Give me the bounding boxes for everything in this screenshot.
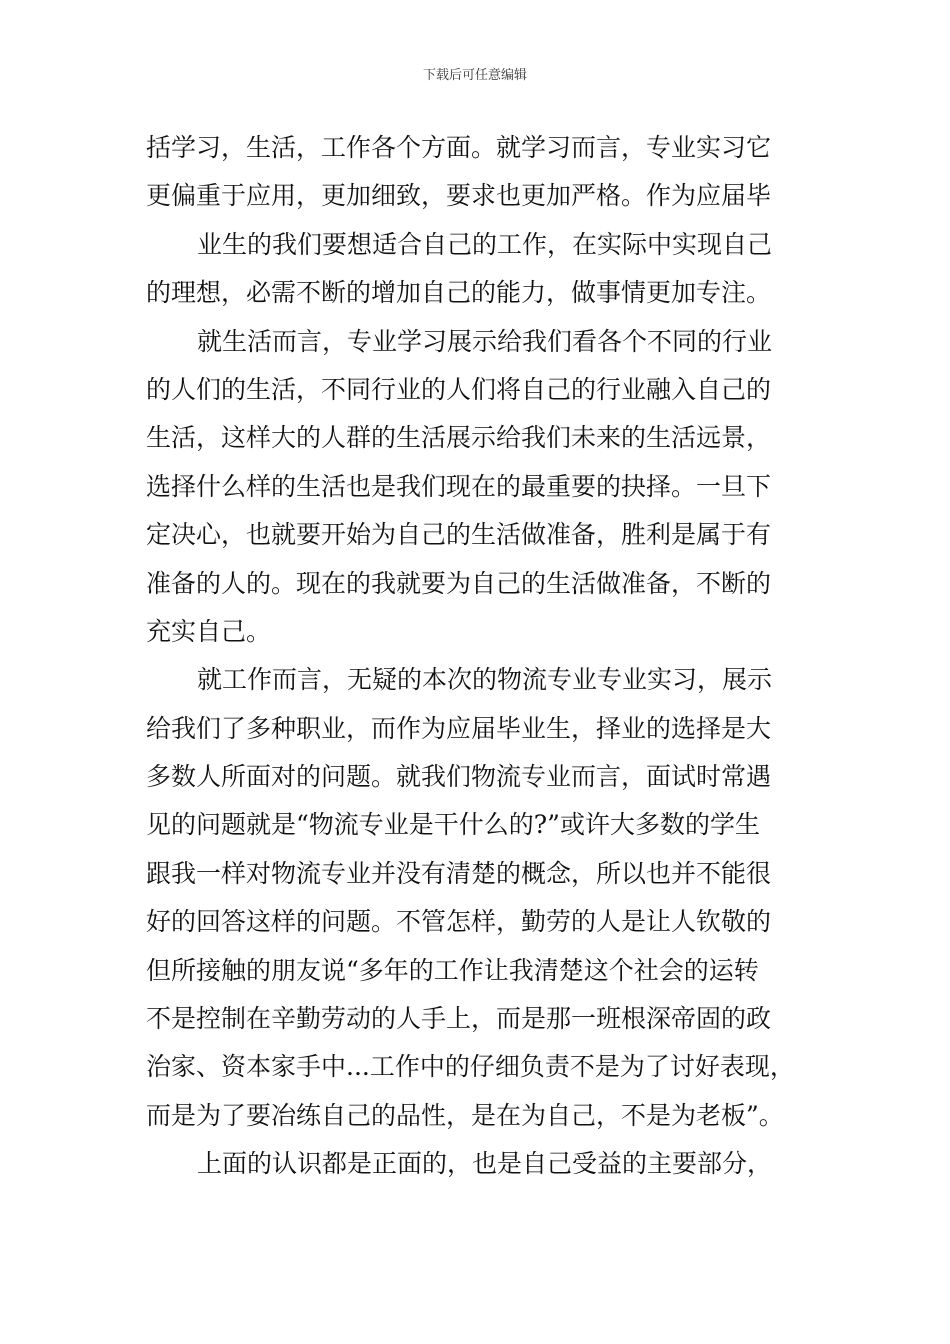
body-text <box>146 124 816 1189</box>
text-line: 就工作而言，无疑的本次的物流专业专业实习，展示 <box>197 665 773 695</box>
text-line: 不是控制在辛勤劳动的人手上，而是那一班根深帝固的政 <box>146 1004 772 1034</box>
text-line: 见的问题就是“物流专业是干什么的?”或许大多数的学生 <box>146 810 760 840</box>
page-header-note: 下载后可任意编辑 <box>422 68 527 83</box>
text-line: 生活，这样大的人群的生活展示给我们未来的生活远景， <box>146 423 772 453</box>
text-line: 给我们了多种职业，而作为应届毕业生，择业的选择是大 <box>146 713 772 743</box>
text-line: 的人们的生活，不同行业的人们将自己的行业融入自己的 <box>146 374 772 404</box>
text-line: 好的回答这样的问题。不管怎样，勤劳的人是让人钦敬的 <box>146 907 772 937</box>
text-line: 业生的我们要想适合自己的工作，在实际中实现自己 <box>197 229 773 259</box>
text-line: 的理想，必需不断的增加自己的能力，做事情更加专注。 <box>146 278 772 308</box>
text-line: 治家、资本家手中...工作中的仔细负责不是为了讨好表现， <box>146 1052 795 1082</box>
text-line: 跟我一样对物流专业并没有清楚的概念，所以也并不能很 <box>146 858 772 888</box>
text-line: 但所接触的朋友说“多年的工作让我清楚这个社会的运转 <box>146 955 759 985</box>
text-line: 定决心，也就要开始为自己的生活做准备，胜利是属于有 <box>146 520 772 550</box>
text-line: 多数人所面对的问题。就我们物流专业而言，面试时常遇 <box>146 762 772 792</box>
text-line: 更偏重于应用，更加细致，要求也更加严格。作为应届毕 <box>146 181 772 211</box>
text-line: 准备的人的。现在的我就要为自己的生活做准备，不断的 <box>146 568 772 598</box>
text-line: 就生活而言，专业学习展示给我们看各个不同的行业 <box>197 326 773 356</box>
text-line: 选择什么样的生活也是我们现在的最重要的抉择。一旦下 <box>146 471 772 501</box>
text-line: 括学习，生活，工作各个方面。就学习而言，专业实习它 <box>146 133 772 162</box>
text-line: 而是为了要冶练自己的品性，是在为自己，不是为老板”。 <box>146 1100 784 1130</box>
text-line: 上面的认识都是正面的，也是自己受益的主要部分， <box>197 1149 773 1179</box>
text-line: 充实自己。 <box>146 616 272 646</box>
